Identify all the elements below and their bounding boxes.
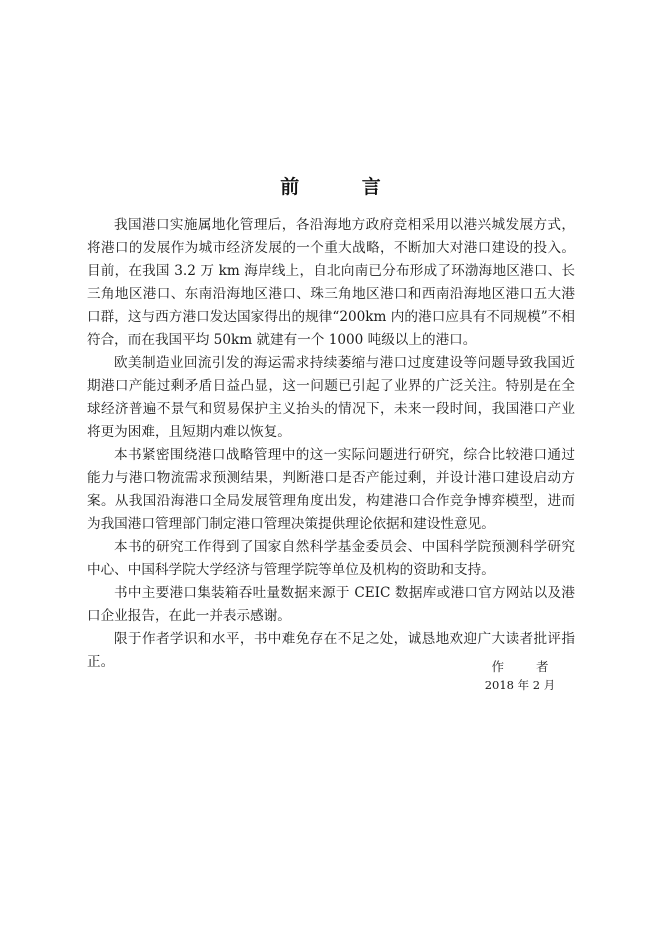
preface-body [87, 214, 575, 674]
paragraph-4: 本书的研究工作得到了国家自然科学基金委员会、中国科学院预测科学研究中心、中国科学院大学经济与管理学院等单位及机构的资助和支持。 [87, 539, 575, 578]
signature-author: 作 者 [491, 659, 563, 674]
page-title: 前 言 [280, 176, 409, 198]
paragraph-5: 书中主要港口集装箱吞吐量数据来源于 CEIC 数据库或港口官方网站以及港口企业报告，在此一并表示感谢。 [87, 585, 575, 624]
paragraph-6: 限于作者学识和水平，书中难免存在不足之处，诚恳地欢迎广大读者批评指正。 [87, 631, 575, 670]
paragraph-2: 欧美制造业回流引发的海运需求持续萎缩与港口过度建设等问题导致我国近期港口产能过剩矛盾日益凸显，这一问题已引起了业界的广泛关注。特别是在全球经济普遍不景气和贸易保护主义抬头的情况下，未来一段时间，我国港口产业将更为困难，且短期内难以恢复。 [87, 355, 575, 440]
signature-date: 2018 年 2 月 [484, 678, 556, 692]
paragraph-1: 我国港口实施属地化管理后，各沿海地方政府竞相采用以港兴城发展方式，将港口的发展作为城市经济发展的一个重大战略，不断加大对港口建设的投入。目前，在我国 3.2 万 km 海岸线上，自北向南已分布形成了环渤海地区港口、长三角地区港口、东南沿海地区港口、珠三角地区港口和西南沿海地区港口五大港口群，这与西方港口发达国家得出的规律“200km 内的港口应具有不同规模”不相符合，而在我国平均 50km 就建有一个 1000 吨级以上的港口。 [87, 217, 575, 348]
paragraph-3: 本书紧密围绕港口战略管理中的这一实际问题进行研究，综合比较港口通过能力与港口物流需求预测结果，判断港口是否产能过剩，并设计港口建设启动方案。从我国沿海港口全局发展管理角度出发，构建港口合作竞争博弈模型，进而为我国港口管理部门制定港口管理决策提供理论依据和建设性意见。 [87, 447, 575, 532]
